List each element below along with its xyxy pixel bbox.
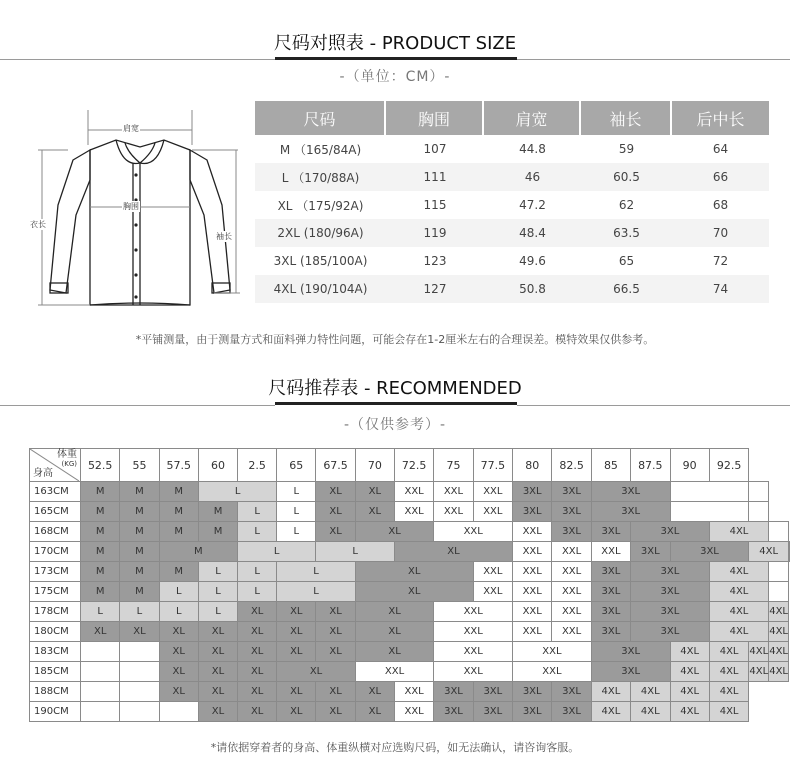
size-recommend-cell: XL bbox=[80, 622, 119, 642]
size-recommend-cell: XL bbox=[316, 622, 355, 642]
size-recommend-cell: 3XL bbox=[591, 582, 630, 602]
size-recommend-cell: 4XL bbox=[769, 602, 789, 622]
size-recommend-cell: M bbox=[80, 582, 119, 602]
size-recommend-cell bbox=[120, 662, 159, 682]
size-recommend-cell: XL bbox=[316, 682, 355, 702]
size-recommend-cell: 3XL bbox=[552, 522, 591, 542]
divider-line bbox=[517, 405, 790, 406]
size-recommend-cell: M bbox=[80, 542, 119, 562]
size-recommend-cell: M bbox=[80, 562, 119, 582]
weight-header-cell: 75 bbox=[434, 449, 473, 482]
size-recommend-cell: XL bbox=[355, 562, 473, 582]
size-row bbox=[255, 191, 769, 219]
size-recommend-cell bbox=[80, 662, 119, 682]
size-recommend-cell: 3XL bbox=[670, 542, 749, 562]
size-recommend-cell: M bbox=[198, 502, 237, 522]
measure-cell: 127 bbox=[386, 275, 484, 303]
size-recommend-cell: XXL bbox=[552, 622, 591, 642]
height-row bbox=[30, 582, 790, 602]
size-recommend-cell: M bbox=[159, 482, 198, 502]
size-recommend-cell: XXL bbox=[394, 682, 433, 702]
measure-cell: 72 bbox=[712, 254, 729, 268]
size-row bbox=[255, 163, 769, 191]
size-recommend-cell: M bbox=[80, 502, 119, 522]
size-recommend-cell: M bbox=[159, 562, 198, 582]
divider-line bbox=[0, 59, 275, 60]
size-recommend-cell: L bbox=[198, 602, 237, 622]
measure-cell: 59 bbox=[618, 142, 635, 156]
size-recommend-cell: XL bbox=[120, 622, 159, 642]
height-row bbox=[30, 522, 790, 542]
size-recommend-cell: XL bbox=[277, 702, 316, 722]
size-recommend-cell: XL bbox=[355, 622, 434, 642]
height-cell: 163CM bbox=[30, 482, 81, 502]
diagram-label-sleeve: 袖长 bbox=[216, 232, 232, 241]
size-cell: 2XL (180/96A) bbox=[255, 219, 386, 247]
size-recommend-cell: M bbox=[120, 562, 159, 582]
size-recommend-cell: XXL bbox=[434, 642, 513, 662]
size-recommend-cell: 3XL bbox=[591, 642, 670, 662]
size-row bbox=[255, 247, 769, 275]
size-recommend-cell: XXL bbox=[355, 662, 434, 682]
size-recommend-cell: XL bbox=[355, 642, 434, 662]
size-recommend-cell: 4XL bbox=[709, 602, 768, 622]
size-recommend-cell: 3XL bbox=[591, 602, 630, 622]
size-recommend-cell: XXL bbox=[473, 582, 512, 602]
measure-cell: 66 bbox=[672, 163, 769, 191]
size-recommend-cell: 3XL bbox=[552, 482, 591, 502]
measure-cell: 63.5 bbox=[581, 219, 672, 247]
measure-cell: 49.6 bbox=[519, 254, 546, 268]
size-recommend-cell: 3XL bbox=[513, 702, 552, 722]
size-recommend-cell: XL bbox=[277, 602, 316, 622]
size-recommend-cell: L bbox=[238, 502, 277, 522]
weight-header-cell: 72.5 bbox=[394, 449, 433, 482]
measure-cell: 60.5 bbox=[581, 163, 672, 191]
size-recommend-cell: M bbox=[120, 522, 159, 542]
height-row bbox=[30, 702, 790, 722]
size-recommend-cell: XXL bbox=[434, 662, 513, 682]
size-recommend-cell: L bbox=[238, 522, 277, 542]
size-recommend-cell: XL bbox=[198, 702, 237, 722]
size-recommend-cell: M bbox=[198, 522, 237, 542]
size-recommend-cell: L bbox=[159, 582, 198, 602]
size-recommend-cell: 3XL bbox=[631, 522, 710, 542]
size-recommend-cell bbox=[749, 502, 769, 522]
size-recommend-cell: XL bbox=[277, 682, 316, 702]
size-recommend-cell: XXL bbox=[434, 622, 513, 642]
size-recommend-cell: XXL bbox=[552, 602, 591, 622]
size-recommend-cell: L bbox=[277, 482, 316, 502]
height-cell: 180CM bbox=[30, 622, 81, 642]
size-cell: 3XL (185/100A) bbox=[273, 254, 368, 268]
size-recommend-cell: XL bbox=[355, 582, 473, 602]
size-recommend-cell bbox=[769, 582, 789, 602]
size-recommend-cell: XL bbox=[394, 542, 512, 562]
measure-cell: 64 bbox=[712, 142, 729, 156]
size-recommend-cell: XL bbox=[316, 522, 355, 542]
weight-header-cell: 82.5 bbox=[552, 449, 591, 482]
size-recommend-cell bbox=[120, 682, 159, 702]
measure-cell: 62 bbox=[618, 198, 635, 212]
size-recommend-cell: XL bbox=[316, 602, 355, 622]
size-recommend-cell: L bbox=[198, 482, 276, 502]
divider-line bbox=[0, 405, 275, 406]
height-cell: 170CM bbox=[30, 542, 81, 562]
size-recommend-cell: XXL bbox=[473, 502, 512, 522]
size-recommend-cell: 3XL bbox=[591, 662, 670, 682]
size-cell: XL （175/92A) bbox=[277, 198, 364, 213]
height-cell: 188CM bbox=[30, 682, 81, 702]
size-recommend-cell: XL bbox=[198, 682, 237, 702]
size-recommend-cell: M bbox=[80, 522, 119, 542]
header-size: 尺码 bbox=[255, 101, 386, 135]
measurement-note: *平铺测量，由于测量方式和面料弹力特性问题，可能会存在1-2厘米左右的合理误差。模特效果仅供参考。 bbox=[135, 333, 655, 346]
size-recommend-cell: 4XL bbox=[670, 702, 709, 722]
height-cell: 185CM bbox=[30, 662, 81, 682]
size-recommend-cell bbox=[80, 642, 119, 662]
size-recommend-cell: XXL bbox=[473, 482, 512, 502]
size-recommend-cell: M bbox=[159, 522, 198, 542]
weight-header-cell: 67.5 bbox=[316, 449, 355, 482]
size-cell: L （170/88A) bbox=[255, 163, 386, 191]
size-recommend-cell: 4XL bbox=[709, 682, 749, 702]
size-recommend-cell: 3XL bbox=[513, 482, 552, 502]
size-recommend-cell: XXL bbox=[513, 582, 552, 602]
measure-cell: 70 bbox=[672, 219, 769, 247]
height-cell: 190CM bbox=[30, 702, 81, 722]
measure-cell: 66.5 bbox=[581, 275, 672, 303]
header-sleeve: 袖长 bbox=[581, 101, 672, 135]
size-recommend-cell: L bbox=[238, 542, 316, 562]
height-cell: 175CM bbox=[30, 582, 81, 602]
size-recommend-cell bbox=[749, 482, 769, 502]
height-label: 身高 bbox=[33, 468, 53, 479]
size-recommend-cell: XL bbox=[277, 642, 316, 662]
height-row bbox=[30, 562, 790, 582]
size-recommend-cell: XXL bbox=[434, 602, 513, 622]
diagram-label-shoulder: 肩宽 bbox=[123, 124, 139, 133]
size-recommend-cell: 3XL bbox=[434, 702, 473, 722]
weight-header-cell: 55 bbox=[120, 449, 159, 482]
size-recommend-cell: 3XL bbox=[631, 542, 670, 562]
size-recommend-cell: 3XL bbox=[473, 682, 512, 702]
size-recommend-cell: 3XL bbox=[552, 502, 591, 522]
size-recommend-cell: 4XL bbox=[709, 662, 749, 682]
size-recommend-cell: 4XL bbox=[670, 642, 709, 662]
height-cell: 183CM bbox=[30, 642, 81, 662]
size-recommend-cell: 3XL bbox=[552, 702, 591, 722]
size-recommend-cell: XL bbox=[355, 482, 394, 502]
weight-header-cell: 92.5 bbox=[709, 449, 749, 482]
size-recommend-cell: L bbox=[277, 522, 316, 542]
recommended-title: 尺码推荐表 - RECOMMENDED bbox=[268, 378, 522, 399]
size-recommend-cell: XXL bbox=[552, 542, 591, 562]
size-recommend-cell: L bbox=[316, 542, 395, 562]
size-recommend-cell: 3XL bbox=[552, 682, 591, 702]
size-recommend-cell: L bbox=[120, 602, 159, 622]
size-recommend-cell: XXL bbox=[513, 602, 552, 622]
size-recommend-cell: XXL bbox=[434, 522, 513, 542]
size-recommend-cell: XL bbox=[277, 622, 316, 642]
size-recommend-cell: XL bbox=[355, 522, 434, 542]
size-cell: M （165/84A) bbox=[279, 142, 362, 157]
size-recommend-cell: 4XL bbox=[749, 662, 769, 682]
height-row bbox=[30, 642, 790, 662]
size-recommend-cell: XL bbox=[198, 622, 237, 642]
size-recommend-cell: 3XL bbox=[591, 522, 630, 542]
size-recommend-cell: XXL bbox=[394, 482, 433, 502]
weight-header-cell: 77.5 bbox=[473, 449, 512, 482]
size-row bbox=[255, 219, 769, 247]
size-recommend-cell bbox=[789, 542, 790, 562]
weight-header-cell: 87.5 bbox=[631, 449, 670, 482]
size-recommend-cell: XL bbox=[238, 682, 277, 702]
weight-header-row bbox=[30, 449, 790, 482]
weight-header-cell: 2.5 bbox=[238, 449, 277, 482]
size-recommend-cell: XL bbox=[277, 662, 356, 682]
size-recommend-cell: 3XL bbox=[513, 682, 552, 702]
size-recommend-cell bbox=[80, 702, 119, 722]
size-recommend-cell: 4XL bbox=[769, 622, 789, 642]
title-underline bbox=[275, 402, 517, 405]
size-recommend-cell: 3XL bbox=[631, 622, 710, 642]
size-recommend-cell: L bbox=[238, 562, 277, 582]
height-row bbox=[30, 662, 790, 682]
recommend-table bbox=[29, 448, 790, 722]
height-row bbox=[30, 602, 790, 622]
size-recommend-cell: 4XL bbox=[749, 642, 769, 662]
measure-cell: 44.8 bbox=[519, 142, 546, 156]
size-recommend-cell: L bbox=[277, 502, 316, 522]
size-row bbox=[255, 135, 769, 163]
weight-header-cell: 70 bbox=[355, 449, 394, 482]
size-recommend-cell: XXL bbox=[513, 522, 552, 542]
size-recommend-cell: L bbox=[238, 582, 277, 602]
size-recommend-cell: XL bbox=[355, 682, 394, 702]
weight-header-cell: 60 bbox=[198, 449, 237, 482]
shirt-illustration bbox=[28, 105, 253, 310]
size-recommend-cell: XL bbox=[355, 702, 394, 722]
header-shoulder: 肩宽 bbox=[484, 101, 581, 135]
height-cell: 178CM bbox=[30, 602, 81, 622]
reference-label: -（仅供参考）- bbox=[343, 417, 447, 433]
size-recommend-cell: XL bbox=[316, 642, 355, 662]
size-recommend-cell: XXL bbox=[434, 482, 473, 502]
size-recommend-cell: XXL bbox=[434, 502, 473, 522]
size-recommend-cell: XL bbox=[238, 622, 277, 642]
size-recommend-cell bbox=[769, 562, 789, 582]
size-recommend-cell: XXL bbox=[394, 702, 433, 722]
measure-cell: 115 bbox=[423, 198, 447, 212]
size-recommend-cell: XL bbox=[159, 642, 198, 662]
size-recommend-cell: L bbox=[277, 582, 356, 602]
size-recommend-cell: XL bbox=[159, 662, 198, 682]
weight-header-cell: 90 bbox=[670, 449, 709, 482]
size-recommend-cell: 4XL bbox=[709, 622, 768, 642]
weight-header-cell: 52.5 bbox=[80, 449, 119, 482]
header-back-length: 后中长 bbox=[672, 101, 769, 135]
measure-cell: 68 bbox=[712, 198, 729, 212]
size-recommend-cell: 4XL bbox=[631, 702, 670, 722]
size-recommend-cell: XL bbox=[159, 682, 198, 702]
size-recommend-cell: XXL bbox=[591, 542, 630, 562]
size-recommend-cell: L bbox=[159, 602, 198, 622]
size-recommend-cell bbox=[120, 702, 159, 722]
measure-cell: 107 bbox=[423, 142, 447, 156]
product-size-title: 尺码对照表 - PRODUCT SIZE bbox=[273, 33, 517, 54]
size-recommend-cell: XL bbox=[316, 502, 355, 522]
size-recommend-cell: 4XL bbox=[631, 682, 670, 702]
size-recommend-cell: 3XL bbox=[591, 502, 670, 522]
size-recommend-cell: 4XL bbox=[749, 542, 789, 562]
size-recommend-cell: XL bbox=[198, 642, 237, 662]
weight-header-cell: 57.5 bbox=[159, 449, 198, 482]
weight-label: 体重 bbox=[57, 449, 77, 460]
weight-header-cell: 65 bbox=[277, 449, 316, 482]
size-recommend-cell: 3XL bbox=[631, 582, 710, 602]
diagram-label-chest: 胸围 bbox=[123, 202, 139, 211]
size-recommend-cell: 3XL bbox=[631, 562, 710, 582]
size-recommend-cell: XL bbox=[238, 662, 277, 682]
height-row bbox=[30, 682, 790, 702]
divider-line bbox=[517, 59, 790, 60]
size-recommend-cell: XL bbox=[316, 482, 355, 502]
size-recommend-cell: 4XL bbox=[709, 702, 749, 722]
size-recommend-cell: XXL bbox=[513, 622, 552, 642]
recommend-note: *请依据穿着者的身高、体重纵横对应选购尺码，如无法确认，请咨询客服。 bbox=[210, 741, 580, 754]
size-recommend-cell: XXL bbox=[473, 562, 512, 582]
size-table-header bbox=[255, 101, 769, 135]
size-recommend-cell: M bbox=[80, 482, 119, 502]
size-recommend-cell: XL bbox=[238, 702, 277, 722]
height-row bbox=[30, 482, 790, 502]
size-recommend-cell: L bbox=[198, 562, 237, 582]
size-recommend-cell: 4XL bbox=[670, 662, 709, 682]
size-recommend-cell: 4XL bbox=[591, 702, 630, 722]
measure-cell: 48.4 bbox=[484, 219, 581, 247]
size-cell: 4XL (190/104A) bbox=[255, 275, 386, 303]
size-recommend-cell: M bbox=[120, 502, 159, 522]
height-row bbox=[30, 622, 790, 642]
size-recommend-cell: XXL bbox=[513, 662, 592, 682]
size-recommend-cell: 4XL bbox=[709, 582, 768, 602]
size-recommend-cell: XL bbox=[238, 602, 277, 622]
size-recommend-cell: 3XL bbox=[591, 622, 630, 642]
size-recommend-cell: M bbox=[159, 542, 238, 562]
size-recommend-cell: 4XL bbox=[769, 642, 789, 662]
size-recommend-cell: XXL bbox=[513, 542, 552, 562]
height-cell: 173CM bbox=[30, 562, 81, 582]
size-recommend-cell: L bbox=[198, 582, 237, 602]
weight-header-cell: 85 bbox=[591, 449, 630, 482]
height-cell: 168CM bbox=[30, 522, 81, 542]
size-recommend-cell: 3XL bbox=[473, 702, 512, 722]
size-recommend-cell: XL bbox=[355, 602, 434, 622]
size-recommend-cell bbox=[159, 702, 198, 722]
size-recommend-cell: 3XL bbox=[591, 562, 630, 582]
measure-cell: 74 bbox=[672, 275, 769, 303]
height-cell: 165CM bbox=[30, 502, 81, 522]
size-recommend-cell: XL bbox=[198, 662, 237, 682]
size-recommend-cell: 3XL bbox=[513, 502, 552, 522]
diagram-label-length: 衣长 bbox=[30, 220, 46, 229]
size-recommend-cell: L bbox=[277, 562, 356, 582]
height-row bbox=[30, 502, 790, 522]
weight-unit-label: (KG) bbox=[61, 460, 77, 468]
size-recommend-cell bbox=[670, 482, 749, 502]
weight-header-cell: 80 bbox=[513, 449, 552, 482]
size-recommend-cell: 4XL bbox=[670, 682, 709, 702]
size-recommend-cell: XL bbox=[355, 502, 394, 522]
size-recommend-cell: 4XL bbox=[709, 562, 768, 582]
size-table bbox=[255, 101, 769, 303]
size-recommend-cell: M bbox=[120, 542, 159, 562]
height-row bbox=[30, 542, 790, 562]
size-recommend-cell: 4XL bbox=[591, 682, 630, 702]
size-recommend-cell: 4XL bbox=[709, 642, 749, 662]
measure-cell: 50.8 bbox=[484, 275, 581, 303]
size-recommend-cell: 3XL bbox=[591, 482, 670, 502]
measure-cell: 46 bbox=[484, 163, 581, 191]
shirt-diagram bbox=[28, 105, 253, 310]
size-recommend-cell: M bbox=[120, 582, 159, 602]
measure-cell: 111 bbox=[386, 163, 484, 191]
size-recommend-cell bbox=[80, 682, 119, 702]
size-recommend-cell: L bbox=[80, 602, 119, 622]
measure-cell: 119 bbox=[386, 219, 484, 247]
size-recommend-cell: XXL bbox=[394, 502, 433, 522]
unit-label: -（单位：CM）- bbox=[339, 69, 451, 85]
corner-cell bbox=[30, 449, 81, 482]
size-recommend-cell: 3XL bbox=[434, 682, 473, 702]
size-recommend-cell: XL bbox=[238, 642, 277, 662]
size-recommend-cell: M bbox=[159, 502, 198, 522]
size-recommend-cell bbox=[120, 642, 159, 662]
size-recommend-cell: M bbox=[120, 482, 159, 502]
size-row bbox=[255, 275, 769, 303]
title-underline bbox=[275, 57, 517, 60]
measure-cell: 65 bbox=[618, 254, 635, 268]
measure-cell: 47.2 bbox=[519, 198, 546, 212]
size-recommend-cell: 4XL bbox=[769, 662, 789, 682]
size-recommend-cell: XXL bbox=[552, 562, 591, 582]
size-recommend-cell: 3XL bbox=[631, 602, 710, 622]
size-recommend-cell: XL bbox=[159, 622, 198, 642]
size-recommend-cell bbox=[670, 502, 749, 522]
size-recommend-cell: XXL bbox=[513, 562, 552, 582]
size-recommend-cell: XXL bbox=[513, 642, 592, 662]
size-recommend-cell: 4XL bbox=[709, 522, 768, 542]
size-recommend-cell bbox=[769, 522, 789, 542]
size-recommend-cell: XL bbox=[316, 702, 355, 722]
measure-cell: 123 bbox=[423, 254, 447, 268]
size-recommend-cell: XXL bbox=[552, 582, 591, 602]
header-chest: 胸围 bbox=[386, 101, 484, 135]
